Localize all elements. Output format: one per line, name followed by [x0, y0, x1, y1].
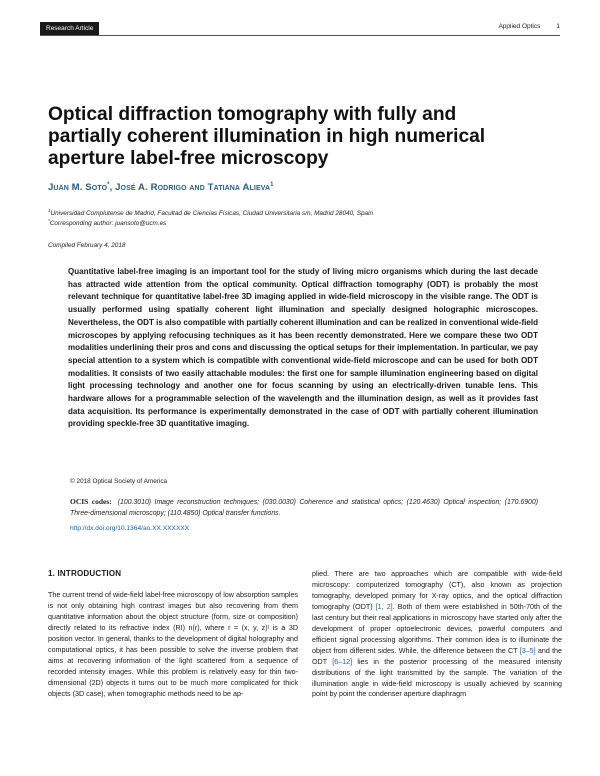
author-list	[48, 182, 274, 193]
journal-name: Applied Optics	[498, 23, 541, 30]
doi-link[interactable]: http://dx.doi.org/10.1364/ao.XX.XXXXXX	[70, 525, 190, 532]
affiliation-1	[48, 208, 373, 217]
right-column	[312, 569, 562, 700]
ocis-text: (100.3010) Image reconstruction techniques; (030.0030) Coherence and statistical optics; (120.4630) Optical inspection; (170.6900) Three-dimensional microscopy; (110.4850) Optical transfer functions.	[70, 499, 538, 517]
abstract: Quantitative label-free imaging is an important tool for the study of living micro organisms which during the last decade has attracted wide attention from the optical community. Optical diffraction tomography (ODT) is probably the most relevant technique for quantitative label-free 3D imaging applied in wide-field microscopy in the visible range. The ODT is usually performed using spatially coherent light illumination and specially designed holographic microscopes. Nevertheless, the ODT is also compatible with partially coherent illumination and can be realized in conventional wide-field microscopes by applying refocusing techniques as it has been recently demonstrated. Here we compare these two ODT modalities underlining their pros and cons and discussing the optical setups for their implementation. In particular, we pay special attention to a system which is compatible with conventional wide-field microscope and can be used for both ODT modalities. It consists of two easily attachable modules: the first one for sample illumination engineering based on digital light processing technology and another one for focus scanning by using an electrically-driven tunable lens. This hardware allows for a programmable selection of the wavelength and the illumination design, as well as it provides fast data acquisition. Its performance is experimentally demonstrated in the case of ODT with partially coherent illumination providing speckle-free 3D quantitative imaging.	[68, 267, 538, 429]
left-column	[48, 569, 298, 699]
paper-title: Optical diffraction tomography with fully and partially coherent illumination in high numerical aperture label-free microscopy	[48, 104, 486, 169]
corresponding-author: Corresponding author: juansoto@ucm.es	[49, 220, 167, 228]
citation-link[interactable]: [1, 2]	[375, 602, 393, 611]
right-text-3: and the ODT	[312, 646, 562, 666]
ocis-label: OCIS codes:	[70, 497, 112, 506]
ocis-codes	[70, 497, 538, 519]
affiliation-1-mark: 1	[48, 208, 51, 213]
affiliation-2-mark: *	[48, 218, 50, 223]
article-type-tag: Research Article	[40, 22, 99, 35]
right-text-1: plied. There are two approaches which are compatible with wide-field microscopy: computerized tomography (CT), also known as projection tomography, developed primary for X-ray optics, and the optical diffraction tomography (ODT)	[312, 570, 562, 611]
section-heading: 1. INTRODUCTION	[48, 569, 122, 578]
page-number: 1	[556, 23, 560, 30]
author-affil-mark: 1	[270, 182, 274, 188]
running-header	[40, 22, 560, 36]
right-text-2: . Both of them were established in 50th-70th of the last century but their real applications in microscopy have started only after the development of proper optoelectronic devices, powerful computers and efficient signal processing algorithms. Their common idea is to illuminate the object from different sides. While, the difference between the CT	[312, 602, 562, 655]
citation-link[interactable]: [6–12]	[332, 657, 353, 666]
author-1-mark: *	[107, 182, 110, 188]
affiliation-corresponding	[48, 218, 166, 227]
citation-link[interactable]: [3–5]	[519, 646, 536, 655]
right-text-4: lies in the posterior processing of the measured intensity distributions of the light transmitted by the sample. The variation of the illumination angle in wide-field microscopy is usually achieved by scanning point by point the condenser aperture diaphragm	[312, 657, 562, 699]
intro-paragraph-left: The current trend of wide-field label-free microscopy of low absorption samples is not only obtaining high contrast images but also recovering from them quantitative information about the object structure (form, size or composition) directly related to its refractive index (RI) n(r), where r = (x, y, z)ᵗ is a 3D position vector. In general, thanks to the development of digital holography and computational optics, it has been possible to solve the inverse problem that aims at recovering information of the light scattered from a sequence of recorded intensity images. While this problem is relatively easy for thin two-dimensional (2D) objects it turns out to be much more complicated for thick objects (3D case), when tomographic methods need to be ap-	[48, 590, 298, 698]
journal-header	[498, 23, 560, 30]
compiled-date: Compiled February 4, 2018	[48, 242, 126, 249]
copyright: © 2018 Optical Society of America	[70, 478, 168, 485]
affiliation-1-text: Universidad Complutense de Madrid, Facultad de Ciencias Físicas, Ciudad Universitaria s/n, Madrid 28040, Spain	[50, 210, 374, 218]
author-1: Juan M. Soto	[48, 182, 108, 194]
author-others: , José A. Rodrigo and Tatiana Alieva	[109, 182, 271, 194]
header-rule	[40, 35, 560, 36]
intro-paragraph-right	[312, 569, 562, 700]
